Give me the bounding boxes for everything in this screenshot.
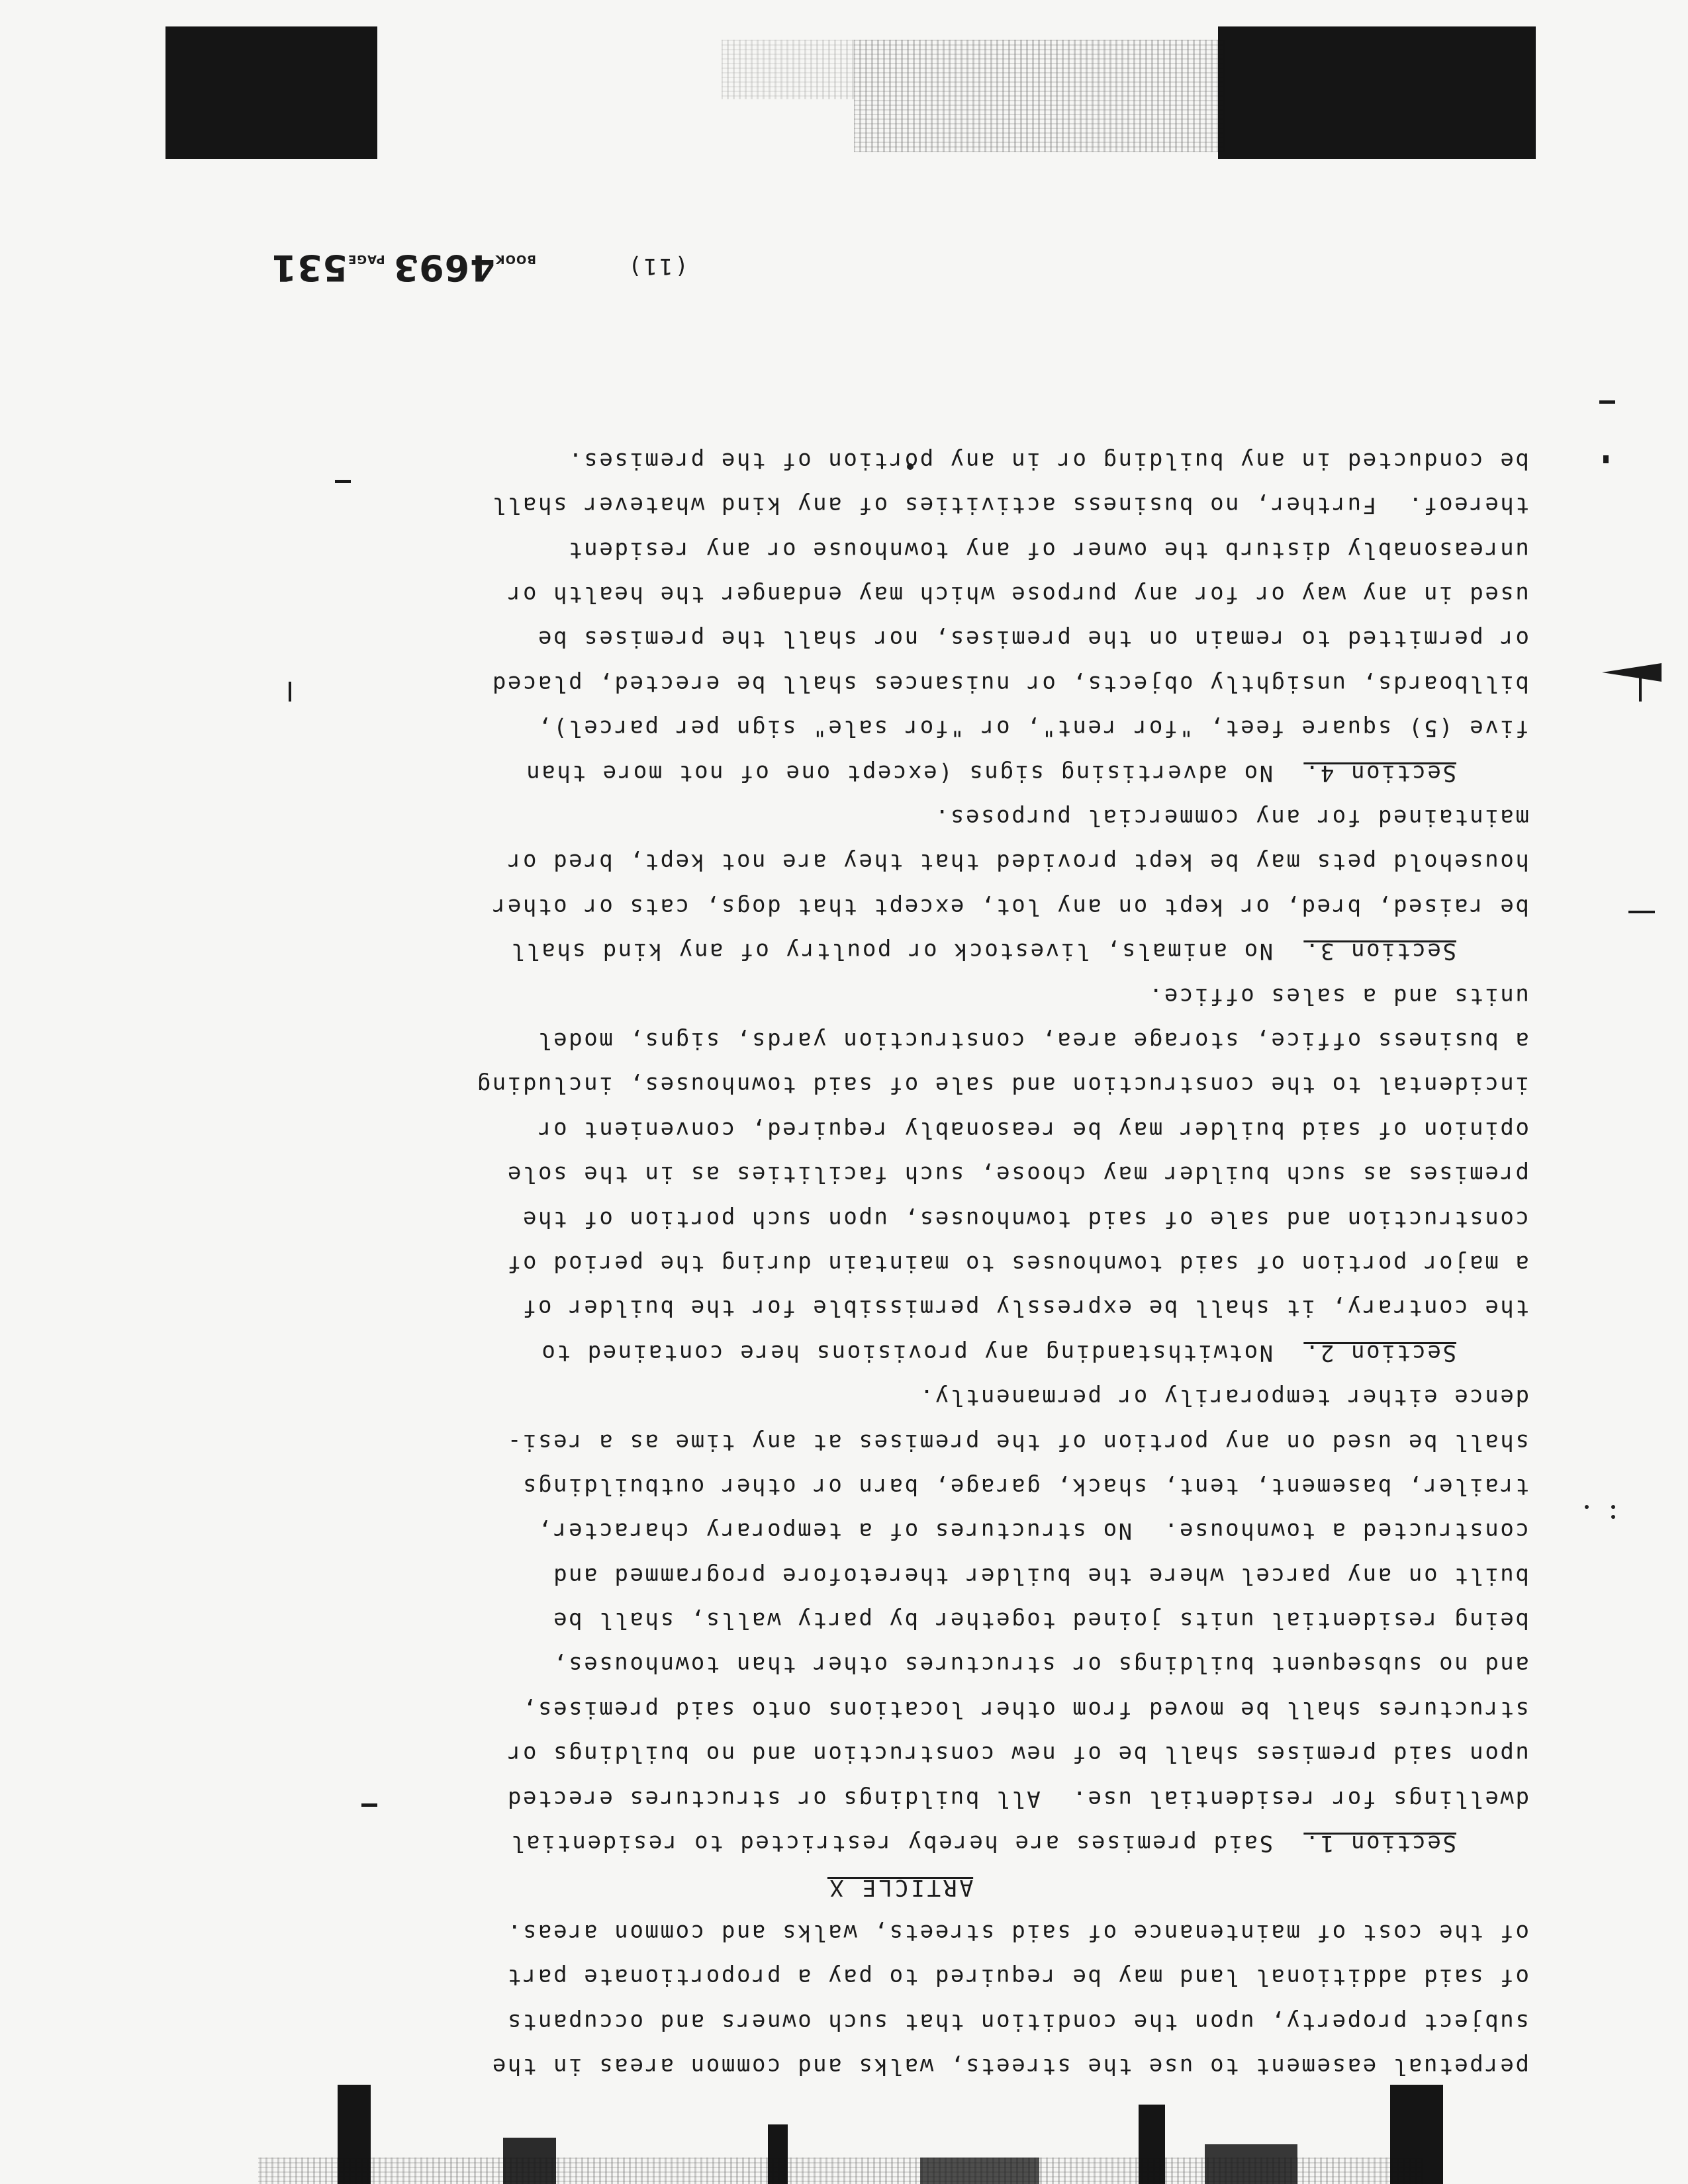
text-line: dwellings for residential use. All buildings or structures erected: [506, 1785, 1529, 1812]
page-value: 531: [271, 247, 348, 289]
section-3-text: No animals, livestock or poultry of any kind shall: [509, 938, 1274, 965]
section-4-text: No advertising signs (except one of not more than: [524, 759, 1274, 786]
section-1-text: Said premises are hereby restricted to residential: [509, 1830, 1274, 1857]
text-line: of the cost of maintenance of said streets, walks and common areas.: [506, 1919, 1529, 1946]
section-2-text: Notwithstanding any provisions here contained to: [539, 1339, 1274, 1366]
text-line: thereof. Further, no business activities of any kind whatever shall: [491, 492, 1529, 519]
text-line: a business office, storage area, construction yards, signs, model: [536, 1027, 1529, 1054]
section-2-label: Section 2.: [1303, 1339, 1456, 1366]
text-line: perpetual easement to use the streets, walks and common areas in the: [491, 2053, 1529, 2079]
text-line: dence either temporarily or permanently.: [918, 1384, 1529, 1411]
page-label: PAGE: [348, 252, 385, 266]
margin-tick: [1603, 455, 1609, 463]
text-line: upon said premises shall be of new construction and no buildings or: [506, 1741, 1529, 1768]
text-line: shall be used on any portion of the premises at any time as a resi-: [506, 1428, 1529, 1455]
text-line: trailer, basement, tent, shack, garage, barn or other outbuildings: [521, 1473, 1529, 1500]
text-line: the contrary, it shall be expressly permissible for the builder of: [521, 1295, 1529, 1322]
text-line: maintained for any commercial purposes.: [933, 804, 1529, 831]
text-line: be raised, bred, or kept on any lot, except that dogs, cats or other: [491, 893, 1529, 920]
document-body: [271, 438, 1529, 2088]
page-number: (11): [626, 253, 688, 279]
text-line: billboards, unsightly objects, or nuisances shall be erected, placed: [491, 670, 1529, 697]
section-3-first-line: [271, 929, 1529, 973]
text-line: built on any parcel where the builder theretofore programmed and: [551, 1562, 1529, 1589]
margin-arrow: [1602, 663, 1662, 682]
text-line: unreasonably disturb the owner of any townhouse or any resident: [567, 536, 1529, 563]
scan-edge-smudge: [165, 26, 377, 159]
section-3-label: Section 3.: [1303, 938, 1456, 965]
text-line: units and a sales office.: [1147, 982, 1529, 1009]
scan-noise: [258, 2158, 1423, 2184]
text-line: structures shall be moved from other locations onto said premises,: [521, 1696, 1529, 1723]
text-line: five (5) square feet, "for rent", or "for sale" sign per parcel),: [536, 715, 1529, 742]
text-line: or permitted to remain on the premises, nor shall the premises be: [536, 625, 1529, 653]
margin-tick: [1599, 400, 1615, 404]
book-number: 4693: [393, 247, 495, 289]
scan-noise: [722, 40, 854, 99]
section-2-first-line: [271, 1330, 1529, 1374]
scan-edge-smudge: [1218, 26, 1536, 159]
text-line: of said additional land may be required to pay a proportionate part: [506, 1964, 1529, 1991]
text-line: used in any way or for any purpose which may endanger the health or: [506, 581, 1529, 608]
section-4-first-line: [271, 750, 1529, 794]
text-line: a major portion of said townhouses to maintain during the period of: [506, 1250, 1529, 1277]
text-line: subject property, upon the condition that such owners and occupants: [506, 2008, 1529, 2035]
book-label: BOOK: [494, 252, 536, 266]
text-line: and no subsequent buildings or structures other than townhouses,: [551, 1651, 1529, 1678]
section-1-label: Section 1.: [1303, 1830, 1456, 1857]
text-line: construction and sale of said townhouses, upon such portion of the: [521, 1205, 1529, 1232]
scan-noise: [854, 40, 1225, 152]
text-line: opinion of said builder may be reasonably required, convenient or: [536, 1116, 1529, 1143]
scan-speck: [1611, 1515, 1615, 1519]
scan-speck: [1585, 1505, 1589, 1509]
text-line: constructed a townhouse. No structures of a temporary character,: [536, 1518, 1529, 1545]
text-line: household pets may be kept provided that they are not kept, bred or: [506, 848, 1529, 876]
text-line: incidental to the construction and sale of said townhouses, including: [475, 1071, 1529, 1099]
text-line: being residential units joined together by party walls, shall be: [551, 1607, 1529, 1634]
margin-tick: [1628, 911, 1655, 913]
page-footer: [271, 173, 914, 289]
scan-speck: [1611, 1505, 1615, 1509]
text-line: premises as such builder may choose, such facilities as in the sole: [506, 1161, 1529, 1188]
section-1-first-line: [271, 1821, 1529, 1865]
section-4-label: Section 4.: [1303, 759, 1456, 786]
text-line: be conducted in any building or in any portion of the premises.: [567, 447, 1529, 474]
book-page-stamp: [271, 247, 536, 289]
article-title: ARTICLE X: [827, 1874, 974, 1901]
